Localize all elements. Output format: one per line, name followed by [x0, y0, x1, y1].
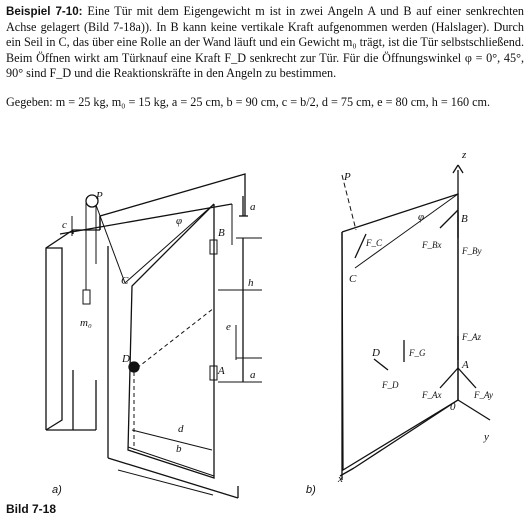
- fig-b-label-A: A: [462, 359, 469, 371]
- fig-b-label-FAz: F_Az: [462, 332, 481, 342]
- figure-caption: Bild 7-18: [6, 502, 57, 516]
- fig-a-label-m0: m₀: [80, 317, 92, 329]
- fig-b-label-y: y: [484, 431, 489, 443]
- fig-b-label-FD: F_D: [382, 380, 399, 390]
- fig-b-label-FC: F_C: [366, 238, 383, 248]
- fig-a-label-a-bot: a: [250, 369, 256, 381]
- fig-b-label-FBx: F_Bx: [422, 240, 442, 250]
- fig-b-label-FBy: F_By: [462, 246, 482, 256]
- fig-a-label-B: B: [218, 227, 225, 239]
- figure-a: [46, 174, 262, 498]
- fig-a-label-c: c: [62, 219, 67, 231]
- fig-b-label-P: P: [344, 171, 351, 183]
- fig-b-label-D: D: [372, 347, 380, 359]
- fig-b-label-FG: F_G: [409, 348, 426, 358]
- fig-a-label-a-top: a: [250, 201, 256, 213]
- fig-b-label-B: B: [461, 213, 468, 225]
- figure-b-sublabel: b): [306, 484, 316, 496]
- fig-b-label-z: z: [462, 149, 467, 161]
- fig-b-label-O: 0: [450, 401, 456, 413]
- fig-b-label-x: x: [338, 473, 343, 485]
- fig-b-label-FAx: F_Ax: [422, 390, 442, 400]
- fig-a-label-d: d: [178, 423, 184, 435]
- fig-a-label-A: A: [218, 365, 225, 377]
- example-heading: Beispiel 7-10:: [6, 5, 83, 18]
- fig-a-label-h: h: [248, 277, 254, 289]
- fig-a-label-C: C: [121, 275, 129, 287]
- fig-a-label-D: D: [122, 353, 130, 365]
- fig-a-label-P: P: [96, 190, 103, 202]
- problem-text: Eine Tür mit dem Eigengewicht m ist in zwei Angeln A und B auf einer senkrechten Achse gelagert (Bild 7-18a)). In B kann keine vertikale Kraft aufgenommen werden (Halslager). Durch ein Seil in C, das über eine Rolle an der Wand läuft und ein Gewicht m₀ trägt, ist die Tür selbstschließend. Beim Öffnen wirkt am Türknauf eine Kraft F_D senkrecht zur Tür. Für die Öffnungswinkel φ = 0°, 45°, 90° sind F_D und die Reaktionskräfte in den Angeln zu bestimmen.: [6, 4, 525, 81]
- fig-a-label-b: b: [176, 443, 182, 455]
- given-line: Gegeben: m = 25 kg, m₀ = 15 kg, a = 25 cm, b = 90 cm, c = b/2, d = 75 cm, e = 80 cm, h = 160 cm.: [6, 95, 491, 109]
- figure-a-sublabel: a): [52, 484, 62, 496]
- fig-b-label-phi: φ: [418, 211, 425, 223]
- fig-b-label-FAy: F_Ay: [474, 390, 493, 400]
- fig-a-label-e: e: [226, 321, 231, 333]
- fig-a-label-phi: φ: [176, 215, 183, 227]
- fig-b-label-C: C: [349, 273, 357, 285]
